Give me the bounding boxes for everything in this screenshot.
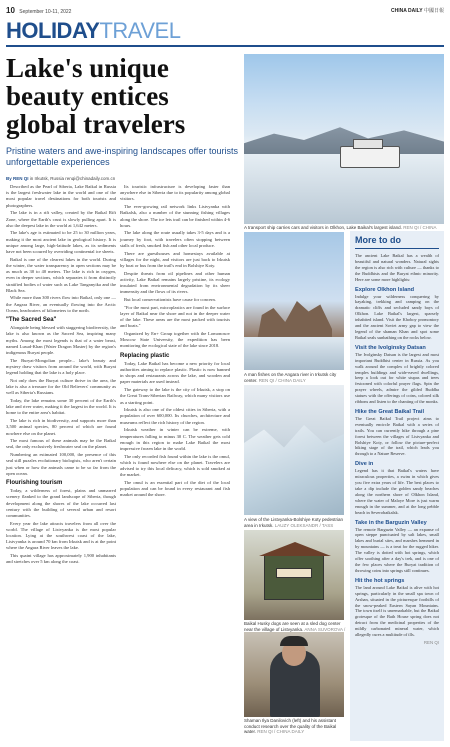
caption-text: A view of the Listvyanka-Bolshiye Koty pedestrian area in Irkutsk. bbox=[244, 517, 344, 528]
photo-credit: REN QI / CHINA DAILY bbox=[257, 729, 305, 734]
subhead: Replacing plastic bbox=[120, 352, 170, 359]
sidebar-item-text: The Great Baikal Trail project aims to eventually encircle Baikal with a series of trails. You can currently hike through a pine forest between the villages of Listvyanka and Bolshiye Koty, or follow the picture-perfect hiking stage of the trail, which leads you through to a Nature Reserve. bbox=[355, 415, 439, 457]
paragraph: This quaint village has approximately 1,900 inhabitants and stretches over 5 km along the coast. bbox=[6, 553, 116, 565]
paragraph: Today, the lake remains some 30 percent of the Earth's lake and river water, making it the largest in the world. It is home to the entire area's habitat. bbox=[6, 398, 116, 416]
sidebar-item-title: Hike the Great Baikal Trail bbox=[355, 408, 425, 415]
photo-husky-center bbox=[244, 530, 344, 620]
sidebar-credit: REN QI bbox=[423, 639, 439, 645]
caption-text: Baikal Husky dogs are seen at a sled dog center near the village of Listvyanka. bbox=[244, 621, 341, 632]
ice-shape bbox=[244, 425, 344, 515]
sidebar-item-title: Explore Olkhon Island bbox=[355, 286, 415, 293]
sidebar-item-text: Legend has it that Baikal's waters have miraculous properties, a swim in which gives you five extra years of life. The best places to take a dip include the golden sandy beaches along the northern shore of Olkhon Island, where the water of Maloye More is just warm enough in the summer, and at the long pebble beach in Severobaikalsk. bbox=[355, 468, 439, 515]
sidebar-item-text: The remote Barguzin Valley — an expanse of open steppe punctuated by salt lakes, small lakes and burial sites, and marshes hemmed in by mountains — is a treat for the rugged hiker. The valley is dotted with hot springs, which offer soothing after a day's trek, and is one of the few places where the Buryat tradition of throwing coins into springs still continues. bbox=[355, 526, 439, 573]
ship-shape bbox=[340, 146, 400, 168]
paragraph: The gateway to the lake is the city of Irkutsk, a stop on the Great Trans-Siberian Railway, which many visitors use as a starting point. bbox=[120, 387, 230, 405]
issue-date: September 10-11, 2022 bbox=[19, 8, 72, 15]
sidebar-item-text: The land around Lake Baikal is alive with hot springs, particularly in the small spa town of Arshan, situated in the picturesque foothills of the snow-peaked Eastern Sayan Mountains. The town itself is unremarkable, but the Baikal grotesque of the Bath House spring does not detract from the medicinal properties of the mildly carbonated mineral water, which allegedly cures a multitude of ills. bbox=[355, 584, 439, 638]
section-title bbox=[6, 18, 180, 44]
caption-text: A transport ship carries cars and visitors in Olkhon, Lake Baikal's largest island. bbox=[244, 225, 402, 230]
sidebar-item-text: The Ivolginsky Datsan is the largest and most important Buddhist center in Russia. As you walk around the complex of brightly colored temples buildings and wide-eaved dwellings, keep a look out for white stupas and trees festooned with colorful prayer flags. Spin the prayer wheels, admire the gilded Buddha statues with the offerings of coins, colored silk ribbons and listen to the chanting of the monks. bbox=[355, 351, 439, 405]
paragraph: "For the most part, microplastics are found in the surface layer of Baikal near the shore and not in the deeper water of the lake. These areas are the most packed with tourists and boats." bbox=[120, 304, 230, 329]
byline-detail: in Irkutsk, Russia renqi@chinadaily.com.cn bbox=[29, 176, 116, 181]
deck: Pristine waters and awe-inspiring landscapes offer tourists unforgettable experiences bbox=[6, 146, 238, 167]
paragraph: The ever-growing rail network links Listvyanka with Baikalsk, also a number of the stunning fishing villages along the shore. The ice lets trail can be finished within 4-6 hours. bbox=[120, 204, 230, 228]
paragraph: Today, a wilderness of forest, plains and unmarred scenery flanked to the grand landscape of Siberia, though development along the shores of the lake occurred last century with the building of several urban and resort communities. bbox=[6, 488, 116, 518]
paragraph: Baikal is one of the clearest lakes in the world. During the winter, the water transparency in open sections may be as much as 30 to 40 meters. The lake is rich in oxygen, even in deeper sections, which separates it from distinctly stratified bodies of water such as Lake Tanganyika and the Black Sea. bbox=[6, 256, 116, 293]
paragraph: The lake is rich in biodiversity, and supports more than 3,500 animal species, 80 percent of which are found nowhere else on the planet. bbox=[6, 418, 116, 436]
subhead: Flourishing tourism bbox=[6, 479, 63, 486]
caption-photo-5 bbox=[244, 718, 348, 735]
sidebar-more-to-do bbox=[350, 231, 444, 741]
page-number: 10 bbox=[6, 5, 15, 15]
caption-photo-3 bbox=[244, 517, 348, 528]
paragraph: Alongside being blessed with staggering biodiversity, the lake is also known as the Sacred Sea, inspiring many myths. Among the most legends is that of a water beast, named Lusud-Khan (Water Dragon Master) by the region's indigenous Buryat people. bbox=[6, 325, 116, 356]
paragraph: Despite threats from oil pipelines and other human activity, Lake Baikal remains largely pristine, its ecology insulated from environmental degradation by its sheer immensity and the flows of its rivers. bbox=[120, 270, 230, 295]
sidebar-intro: The ancient Lake Baikal has a wealth of beautiful and natural wonders. Natural sights the region is also rich with culture — thanks to the Buddhists and the Buryat ethnic minority. Here are some more highlights: bbox=[355, 253, 439, 282]
photo-shaman bbox=[244, 632, 344, 717]
byline bbox=[6, 176, 116, 181]
paragraph: The Buryat-Mongolian people... lake's beauty and mystery draw visitors from around the world, with Buryat legend holding that the lake is a holy place. bbox=[6, 357, 116, 376]
paragraph: The lake along the route usually takes 3-5 days and is a journey by foot, with travelers often stopping between stalls of fresh, smoked fish and other local produce. bbox=[120, 230, 230, 248]
sign-shape bbox=[276, 568, 312, 578]
photo-angara-river bbox=[244, 232, 344, 370]
article-column-1 bbox=[6, 184, 116, 744]
caption-text: Shaman Ilya Danilovich (left) and his assistant conduct research over the quality of the Baikal water. bbox=[244, 718, 337, 734]
paragraph: But local conservationists have cause for concern. bbox=[124, 296, 216, 302]
masthead bbox=[391, 7, 444, 14]
sidebar-item-title: Visit the Ivolginsky Datsan bbox=[355, 344, 426, 351]
sidebar-item-title: Take in the Barguzin Valley bbox=[355, 519, 427, 526]
paragraph: The omul is an essential part of the diet of the local population and can be found in every restaurant and fish market around the shore. bbox=[120, 479, 230, 498]
hat-shape bbox=[280, 636, 308, 646]
paragraph: Described as the Pearl of Siberia, Lake Baikal in Russia is the largest freshwater lake in the world and one of the most popular travel destinations for both tourists and photographers. bbox=[6, 184, 116, 208]
subhead: "The Sacred Sea" bbox=[6, 317, 57, 324]
photo-credit: LAUZY OLEKSANDR / TASS bbox=[274, 522, 334, 528]
paragraph: The lake is in a rift valley, created by the Baikal Rift Zone, where the Earth's crust is slowly pulling apart. It is also the deepest lake in the world at 1,642 meters. bbox=[6, 210, 116, 228]
paragraph: Numbering an estimated 100,000, the presence of this seal still puzzles evolutionary biologists, who aren't certain just when or how the animals came to be so far from the open ocean. bbox=[6, 452, 116, 476]
paragraph: Its touristic infrastructure is developing faster than anywhere else in Siberia due to its popularity among global visitors. bbox=[120, 184, 230, 202]
photo-transport-ship bbox=[244, 54, 444, 224]
paragraph: Irkutsk is also one of the oldest cities in Siberia, with a population of over 600,000. Its churches, architecture and museums reflect the rich history of the region. bbox=[120, 407, 230, 425]
sidebar-item-title: Hit the hot springs bbox=[355, 577, 405, 584]
section-rule bbox=[6, 45, 444, 47]
paragraph: While more than 300 rivers flow into Baikal, only one — the Angara River, an eventually flowing into the Arctic Ocean, headwaters of kilometers to the north. bbox=[6, 295, 116, 313]
paragraph: Organized by En+ Group together with the Lomonosov Moscow State University, the expedition has been monitoring the ecological state of the lake since 2018. bbox=[120, 330, 230, 349]
paragraph: Every year the lake attracts travelers from all over the world. The village of Listvyanka is the most popular location. Lying at the southwest coast of the lake, Listvyanka is around 70 km from Irkutsk and is at the point where the Angara River leaves the lake. bbox=[6, 520, 116, 551]
paragraph: Today, Lake Baikal has become a new priority for local authorities aiming to replace plastic. Plastic is now banned in shops and restaurants across the lake, and wooden and paper materials are used instead. bbox=[120, 360, 230, 385]
paragraph: Not only does the Buryat culture thrive in the area, the lake is also a treasure for the Old Believers' community as well as Siberia's Russians. bbox=[6, 377, 116, 396]
photo-credit: REN QI / CHINA DAILY bbox=[258, 377, 306, 383]
paragraph: The only recorded fish found within the lake is the omul, which is found nowhere else on the planet. Travelers are advised to try this local delicacy, which is sold smoked at the market. bbox=[120, 453, 230, 478]
page-info bbox=[6, 6, 71, 15]
paper-name-cn: 中國日報 bbox=[423, 7, 444, 14]
photo-credit: REN QI / CHINA bbox=[403, 225, 437, 230]
paper-name: CHINA DAILY bbox=[391, 7, 423, 14]
paragraph: Irkutsk weather in winter can be extreme, with temperatures falling to minus 30 C. The weather gets cold enough in this region to make Lake Baikal the most impressive frozen lake in the world. bbox=[120, 427, 230, 451]
article-column-2 bbox=[120, 184, 230, 744]
ice-shape bbox=[244, 337, 344, 370]
byline-author: By REN QI bbox=[6, 176, 29, 181]
page-header bbox=[6, 4, 444, 16]
sidebar-title: More to do bbox=[355, 235, 439, 249]
paragraph: There are guesthouses and homestays available at villages for the night, and visitors are just back to Irkutsk by boat or bus from the trail's end in Bolshiye Koty. bbox=[120, 250, 230, 268]
caption-text: A man fishes on the Angara river in Irkutsk city center. bbox=[244, 372, 337, 383]
photo-listvyanka bbox=[244, 385, 344, 515]
headline: Lake's unique beauty entices global travelers bbox=[6, 53, 186, 139]
caption-photo-2 bbox=[244, 372, 348, 383]
paragraph: The lake's age is estimated to be 25 to 30 million years, making it the most ancient lake in geological history. It is unique among large, high-latitude lakes, as its sediments have not been scoured by overriding continental ice sheets. bbox=[6, 230, 116, 255]
sidebar-item-text: Indulge your wilderness conquering by kayaking, trekking and camping on the dramatic cliffs and secluded sandy bays of Olkhon. Lake Baikal's largest, sparsely inhabited island. Visit the Khoboy promontory and the ancient Soviet army gap to view the legend of the shaman Khan and spot some Baikal seals sunbathing on the rocks below. bbox=[355, 293, 439, 340]
sidebar-item-title: Dive in bbox=[355, 461, 374, 468]
section-title-holiday: HOLIDAY bbox=[6, 18, 100, 43]
section-title-travel: TRAVEL bbox=[99, 18, 181, 43]
photo-credit: ANNA SUVOROVA / bbox=[304, 626, 346, 632]
paragraph: The most famous of these animals may be the Baikal seal, the only exclusively freshwater seal on the planet. bbox=[6, 438, 116, 450]
